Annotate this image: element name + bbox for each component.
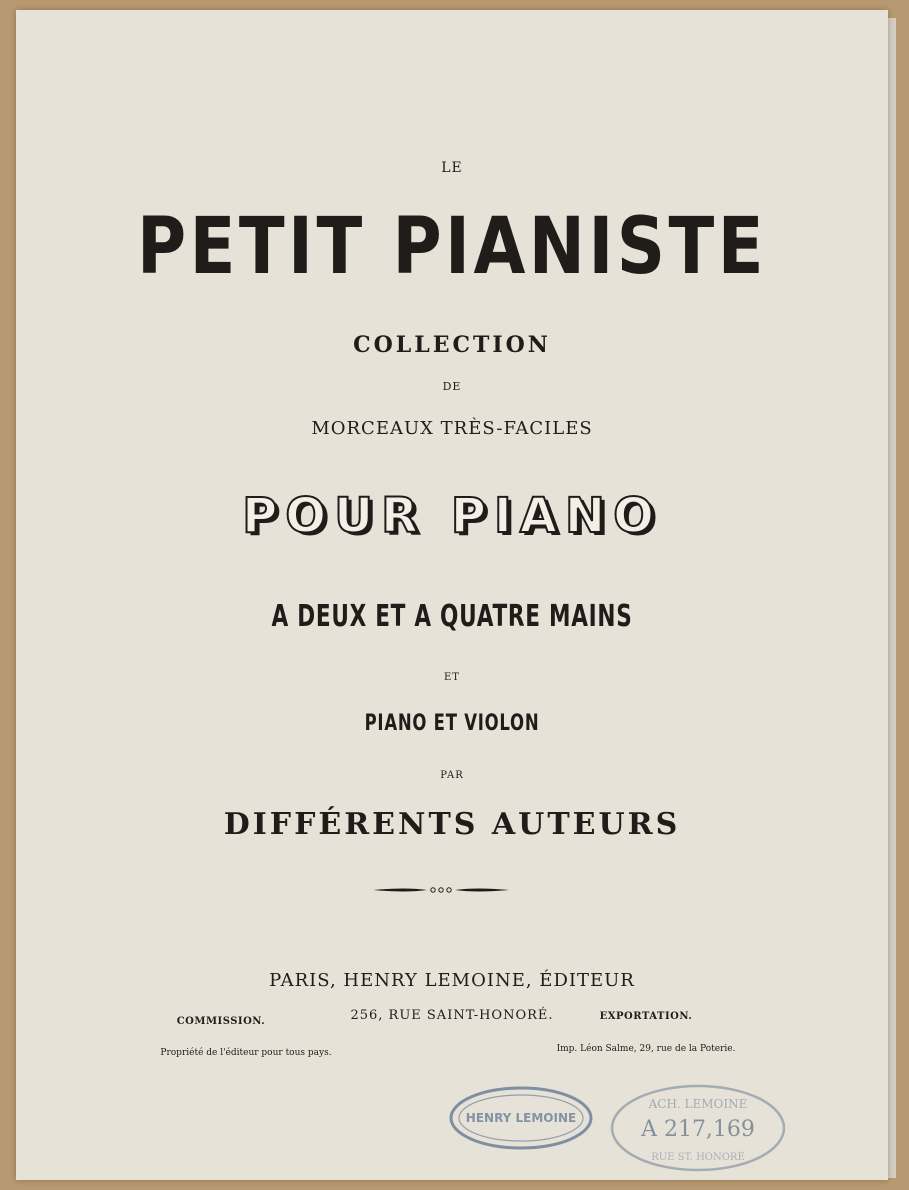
stamp1-text: HENRY LEMOINE (465, 1111, 577, 1125)
stamp2-number: A 217,169 (641, 1117, 755, 1142)
violin-heading: PIANO ET VIOLON (364, 711, 540, 736)
exportation-label: EXPORTATION. (599, 1011, 693, 1022)
collection-heading: COLLECTION (353, 332, 551, 358)
ornament-divider (371, 882, 511, 898)
stamp2-top-text: ACH. LEMOINE (648, 1097, 748, 1111)
main-title: PETIT PIANISTE (136, 202, 768, 292)
printer-note: Imp. Léon Salme, 29, rue de la Poterie. (556, 1044, 736, 1054)
word-par: PAR (440, 770, 464, 781)
word-et: ET (444, 672, 460, 683)
commission-label: COMMISSION. (176, 1016, 266, 1027)
publisher-stamp-oval (446, 1082, 596, 1154)
word-de: DE (442, 380, 462, 393)
publisher-line: PARIS, HENRY LEMOINE, ÉDITEUR (269, 970, 635, 991)
address-line: 256, RUE SAINT-HONORÉ. (350, 1008, 554, 1023)
hands-heading: A DEUX ET A QUATRE MAINS (271, 599, 633, 634)
title-page (16, 10, 888, 1180)
stamp2-bottom-text: RUE ST. HONORÉ (651, 1152, 745, 1163)
article-le: LE (441, 160, 463, 176)
instrument-heading: POUR PIANO (242, 488, 662, 544)
subtitle: MORCEAUX TRÈS-FACILES (311, 418, 593, 439)
authors-heading: DIFFÉRENTS AUTEURS (223, 807, 681, 842)
property-note: Propriété de l'éditeur pour tous pays. (160, 1048, 332, 1058)
registry-stamp-oval (606, 1080, 791, 1176)
